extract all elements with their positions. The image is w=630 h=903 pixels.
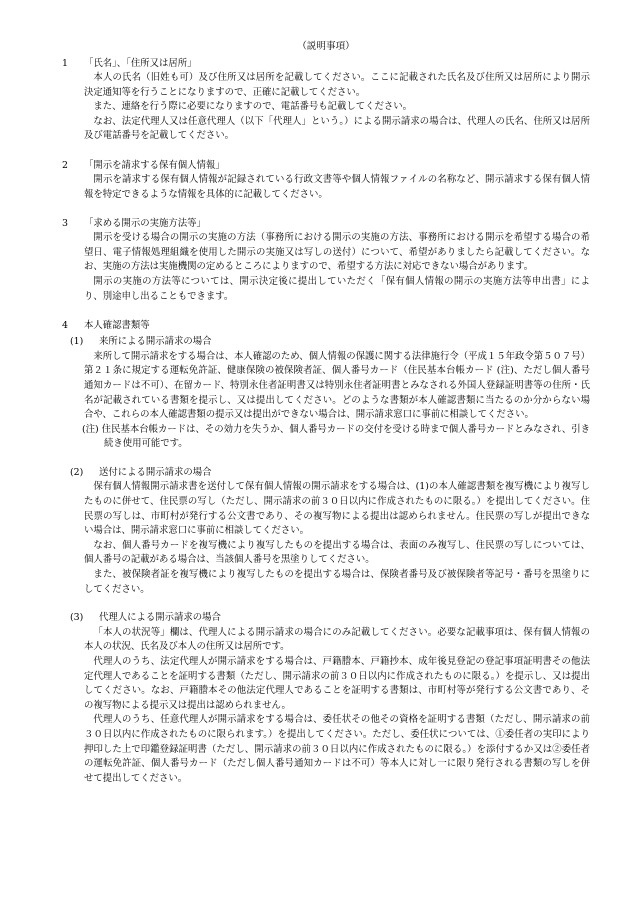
paragraph: 代理人のうち、法定代理人が開示請求をする場合は、戸籍謄本、戸籍抄本、成年後見登記の登記事項証明書その他法定代理人であることを証明する書類（ただし、開示請求の前３０日以内に作成されたものに限る。）を提示し、又は提出してください。なお、戸籍謄本その他法定代理人であることを証明する書類は、市町村等が発行する公文書であり、その複写物による提示又は提出は認められません。 — [84, 656, 590, 711]
paragraph: 開示を請求する保有個人情報が記録されている行政文書等や個人情報ファイルの名称など、開示請求する保有個人情報を特定できるような情報を具体的に記載してください。 — [84, 173, 590, 200]
section-number: 4 — [62, 320, 68, 332]
footnote: (注) 住民基本台帳カードは、その効力を失うか、個人番号カードの交付を受ける時まで個人番号カードとみなされ、引き続き使用可能です。 — [82, 423, 590, 450]
paragraph: なお、個人番号カードを複写機により複写したものを提出する場合は、表面のみ複写し、住民票の写しについては、個人番号の記載がある場合は、当該個人番号を黒塗りしてください。 — [84, 539, 590, 566]
document-title: （説明事項） — [297, 41, 355, 52]
subsection-heading — [62, 466, 590, 481]
section-3 — [62, 217, 590, 304]
subsection-number: (2) — [70, 466, 84, 478]
subsection-1 — [62, 335, 590, 452]
subsection-title: 送付による開示請求の場合 — [99, 466, 212, 478]
section-heading — [62, 57, 590, 71]
subsection-3 — [62, 611, 590, 786]
subsection-title: 来所による開示請求の場合 — [99, 336, 212, 348]
paragraph: また、連絡を行う際に必要になりますので、電話番号も記載してください。 — [93, 101, 412, 113]
section-number: 3 — [62, 218, 68, 230]
paragraph: 開示を受ける場合の開示の実施の方法（事務所における開示の実施の方法、事務所における開示を希望する場合の希望日、電子情報処理組織を使用した開示の実施又は写しの送付）について、希望がありましたら記載してください。なお、実施の方法は実施機関の定めるところによりますので、希望する方法に対応できない場合があります。 — [84, 232, 590, 273]
section-1 — [62, 57, 590, 144]
section-4 — [62, 319, 590, 786]
subsection-2 — [62, 466, 590, 597]
section-heading — [62, 217, 590, 231]
subsection-heading — [62, 335, 590, 350]
section-number: 1 — [62, 58, 68, 69]
section-number: 2 — [62, 159, 68, 171]
subsection-title: 代理人による開示請求の場合 — [99, 612, 221, 624]
subsection-number: (1) — [70, 336, 84, 348]
subsection-heading — [62, 611, 590, 626]
subsection-number: (3) — [70, 612, 84, 624]
section-heading — [62, 319, 590, 333]
paragraph: 代理人のうち、任意代理人が開示請求をする場合は、委任状その他その資格を証明する書類（ただし、開示請求の前３０日以内に作成されたものに限られます。）を提出してください。ただし、委任状については、①委任者の実印により押印した上で印鑑登録証明書（ただし、開示請求の前３０日以内に作成されたものに限る。）を添付するか又は②委任者の運転免許証、個人番号カード（ただし個人番号通知カードは不可）等本人に対し一に限り発行される書類の写しを併せて提出してください。 — [84, 714, 590, 784]
paragraph: また、被保険者証を複写機により複写したものを提出する場合は、保険者番号及び被保険者等記号・番号を黒塗りにしてください。 — [84, 569, 590, 595]
section-title: 「開示を請求する保有個人情報」 — [84, 159, 225, 171]
paragraph: 本人の氏名（旧姓も可）及び住所又は居所を記載してください。ここに記載された氏名及び住所又は居所により開示決定通知等を行うことになりますので、正確に記載してください。 — [84, 72, 590, 98]
section-2 — [62, 159, 590, 202]
section-title: 「氏名」、「住所又は居所」 — [84, 58, 197, 69]
paragraph: 保有個人情報開示請求書を送付して保有個人情報の開示請求をする場合は、(1)の本人確認書類を複写機により複写したものに併せて、住民票の写し（ただし、開示請求の前３０日以内に作成されたものに限る。）を提出してください。住民票の写しは、市町村が発行する公文書であり、その複写物による提出は認められません。住民票の写しが提出できない場合は、開示請求窓口に事前に相談してください。 — [84, 481, 590, 537]
paragraph: 来所して開示請求をする場合は、本人確認のため、個人情報の保護に関する法律施行令（平成１５年政令第５０７号）第２１条に規定する運転免許証、健康保険の被保険者証、個人番号カード（住民基本台帳カード (注)、ただし個人番号通知カードは不可）、在留カード、特別永住者証明書又は特別永住者証明書とみなされる外国人登録証明書等の住所・氏名が記載されている書類を提示し、又は提出してください。どのような書類が本人確認書類に当たるのか分からない場合や、これらの本人確認書類の提示又は提出ができない場合は、開示請求窓口に事前に相談してください。 — [84, 350, 590, 421]
section-title: 本人確認書類等 — [84, 320, 150, 332]
paragraph: 開示の実施の方法等については、開示決定後に提出していただく「保有個人情報の開示の実施方法等申出書」により、別途申し出ることもできます。 — [84, 275, 590, 302]
paragraph: なお、法定代理人又は任意代理人（以下「代理人」という。）による開示請求の場合は、代理人の氏名、住所又は居所及び電話番号を記載してください。 — [84, 115, 590, 142]
section-heading — [62, 159, 590, 173]
paragraph: 「本人の状況等」欄は、代理人による開示請求の場合にのみ記載してください。必要な記載事項は、保有個人情報の本人の状況、氏名及び本人の住所又は居所です。 — [84, 626, 590, 653]
section-title: 「求める開示の実施方法等」 — [84, 218, 206, 230]
